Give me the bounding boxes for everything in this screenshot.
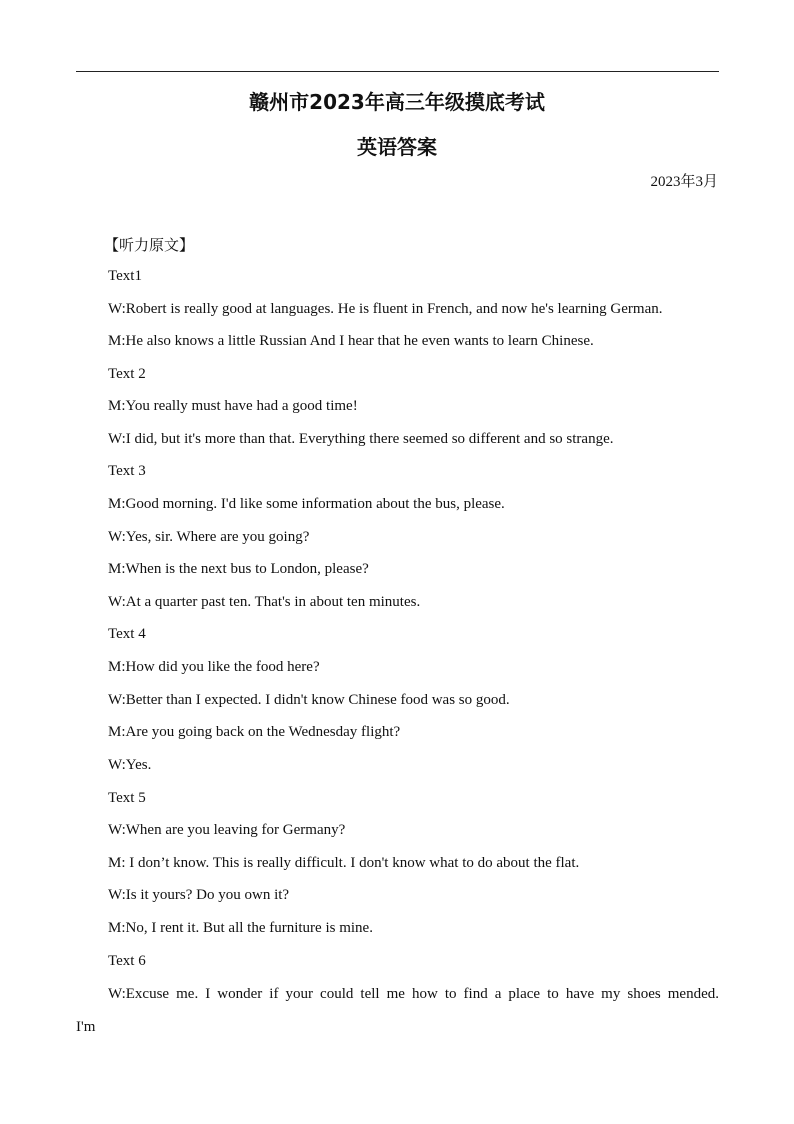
- transcript-line: W:Is it yours? Do you own it?: [108, 887, 290, 903]
- transcript-line: W:Yes.: [108, 757, 152, 773]
- transcript-line: W:Excuse me. I wonder if your could tell me how to find a place to have my shoes mended.: [108, 986, 719, 1002]
- transcript-line: W:Yes, sir. Where are you going?: [108, 529, 310, 545]
- transcript-line: Text 6: [108, 953, 146, 969]
- transcript-line: W:I did, but it's more than that. Everything there seemed so different and so strange.: [108, 431, 614, 447]
- transcript-line: M:He also knows a little Russian And I hear that he even wants to learn Chinese.: [108, 333, 594, 349]
- page-subtitle: 英语答案: [357, 135, 437, 159]
- transcript-line: W:At a quarter past ten. That's in about ten minutes.: [108, 594, 421, 610]
- transcript-continuation: I'm: [76, 1019, 96, 1035]
- header-rule: [76, 71, 719, 72]
- transcript-line: M:Good morning. I'd like some information about the bus, please.: [108, 496, 505, 512]
- section-label: 【听力原文】: [104, 238, 195, 254]
- transcript-line: Text 2: [108, 366, 146, 382]
- transcript-line: M:When is the next bus to London, please?: [108, 561, 369, 577]
- transcript-line: Text 4: [108, 626, 146, 642]
- transcript-line: Text 5: [108, 790, 146, 806]
- exam-date: 2023年3月: [650, 174, 718, 190]
- transcript-line: M: I don’t know. This is really difficult. I don't know what to do about the flat.: [108, 855, 580, 871]
- transcript-line: Text1: [108, 268, 142, 284]
- page-title: 赣州市2023年高三年级摸底考试: [249, 90, 545, 114]
- transcript-line: M:Are you going back on the Wednesday flight?: [108, 724, 401, 740]
- transcript-line: W:When are you leaving for Germany?: [108, 822, 346, 838]
- transcript-line: M:How did you like the food here?: [108, 659, 320, 675]
- transcript-line: M:You really must have had a good time!: [108, 398, 358, 414]
- transcript-line: W:Better than I expected. I didn't know Chinese food was so good.: [108, 692, 510, 708]
- transcript-line: W:Robert is really good at languages. He is fluent in French, and now he's learning German.: [108, 301, 663, 317]
- transcript-line: M:No, I rent it. But all the furniture is mine.: [108, 920, 373, 936]
- transcript-line: Text 3: [108, 463, 146, 479]
